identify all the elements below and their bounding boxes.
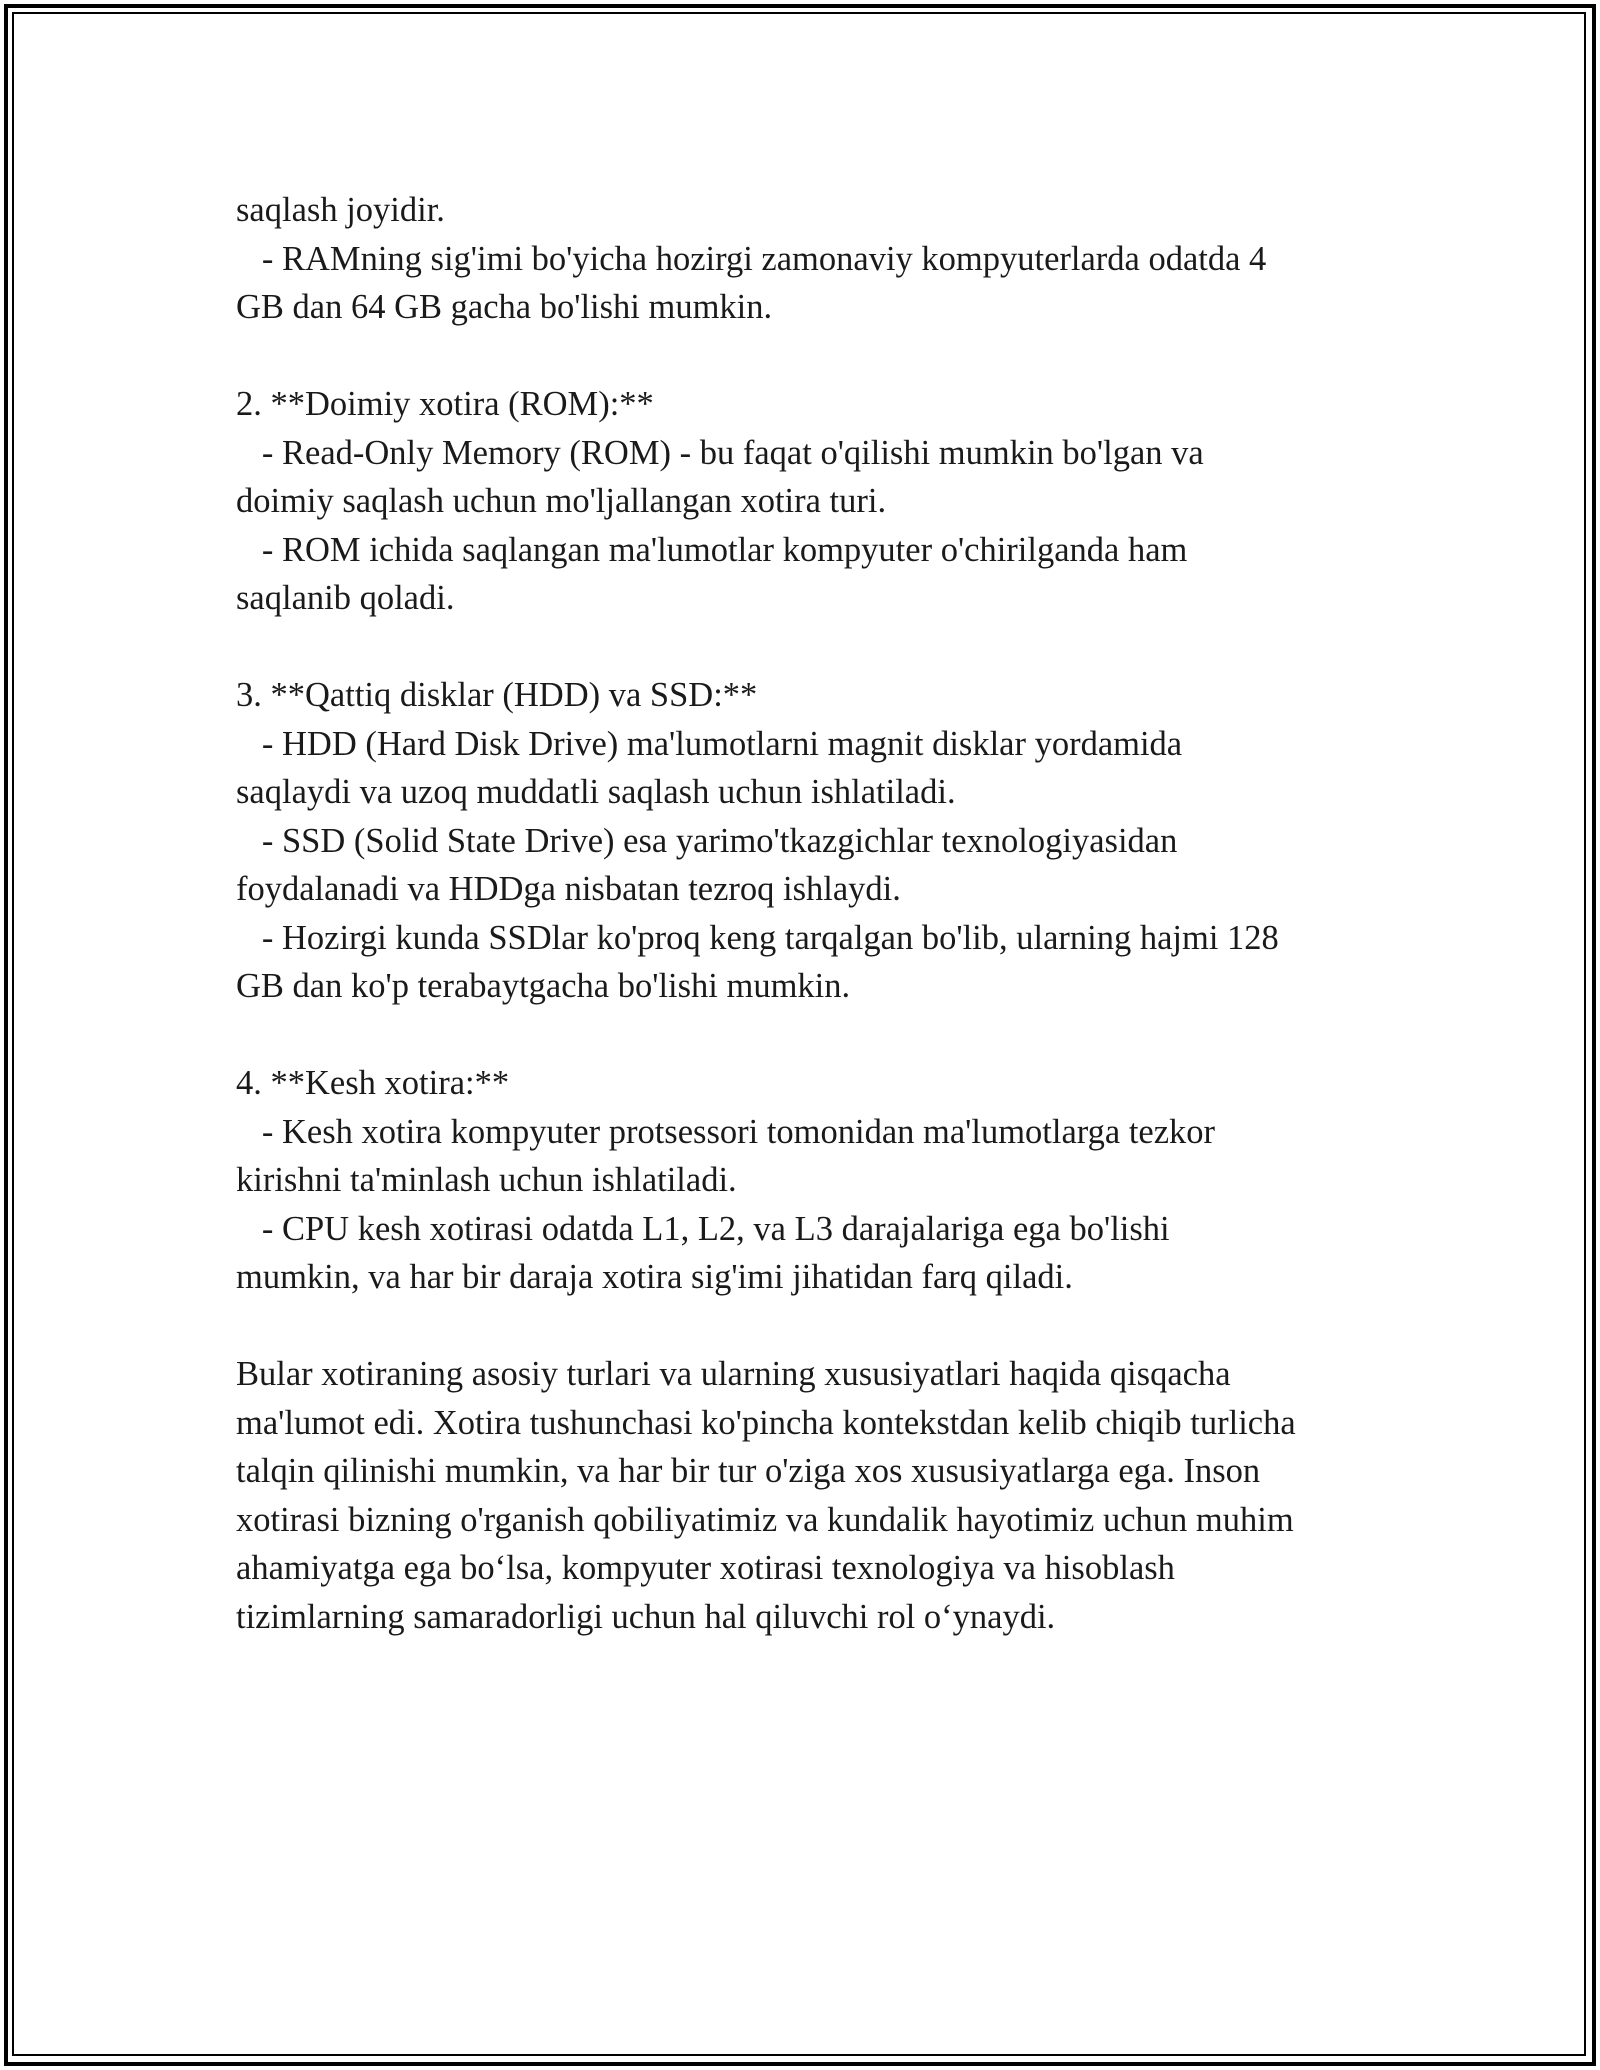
text-line: - SSD (Solid State Drive) esa yarimo'tkazgichlar texnologiyasidan bbox=[236, 821, 1178, 860]
section-heading: 4. **Kesh xotira:** bbox=[236, 1064, 510, 1102]
blank-line bbox=[236, 332, 1386, 381]
summary-line: Bular xotiraning asosiy turlari va ularning xususiyatlari haqida qisqacha bbox=[236, 1355, 1231, 1393]
section-heading: 2. **Doimiy xotira (ROM):** bbox=[236, 385, 654, 423]
summary-line: talqin qilinishi mumkin, va har bir tur o'ziga xos xususiyatlarga ega. Inson bbox=[236, 1452, 1261, 1490]
blank-line bbox=[236, 1302, 1386, 1351]
text-line: kirishni ta'minlash uchun ishlatiladi. bbox=[236, 1161, 737, 1199]
text-line: foydalanadi va HDDga nisbatan tezroq ishlaydi. bbox=[236, 870, 901, 908]
text-line: doimiy saqlash uchun mo'ljallangan xotira turi. bbox=[236, 482, 887, 520]
text-line: - ROM ichida saqlangan ma'lumotlar kompyuter o'chirilganda ham bbox=[236, 530, 1188, 569]
text-line: GB dan 64 GB gacha bo'lishi mumkin. bbox=[236, 288, 773, 326]
text-line: saqlaydi va uzoq muddatli saqlash uchun ishlatiladi. bbox=[236, 773, 956, 811]
text-line: mumkin, va har bir daraja xotira sig'imi jihatidan farq qiladi. bbox=[236, 1258, 1073, 1296]
text-line: - Hozirgi kunda SSDlar ko'proq keng tarqalgan bo'lib, ularning hajmi 128 bbox=[236, 918, 1279, 957]
text-line: saqlash joyidir. bbox=[236, 191, 445, 229]
section-heading: 3. **Qattiq disklar (HDD) va SSD:** bbox=[236, 676, 758, 714]
blank-line bbox=[236, 1011, 1386, 1060]
document-body bbox=[236, 186, 1386, 1641]
text-line: GB dan ko'p terabaytgacha bo'lishi mumkin. bbox=[236, 967, 851, 1005]
text-line: - HDD (Hard Disk Drive) ma'lumotlarni magnit disklar yordamida bbox=[236, 724, 1183, 763]
text-line: saqlanib qoladi. bbox=[236, 579, 455, 617]
summary-line: tizimlarning samaradorligi uchun hal qiluvchi rol o‘ynaydi. bbox=[236, 1597, 1056, 1636]
text-line: - RAMning sig'imi bo'yicha hozirgi zamonaviy kompyuterlarda odatda 4 bbox=[236, 239, 1267, 278]
text-line: - Kesh xotira kompyuter protsessori tomonidan ma'lumotlarga tezkor bbox=[236, 1112, 1216, 1151]
text-line: - Read-Only Memory (ROM) - bu faqat o'qilishi mumkin bo'lgan va bbox=[236, 433, 1204, 472]
summary-line: xotirasi bizning o'rganish qobiliyatimiz va kundalik hayotimiz uchun muhim bbox=[236, 1500, 1294, 1539]
summary-line: ahamiyatga ega bo‘lsa, kompyuter xotirasi texnologiya va hisoblash bbox=[236, 1549, 1175, 1587]
text-line: - CPU kesh xotirasi odatda L1, L2, va L3 darajalariga ega bo'lishi bbox=[236, 1209, 1170, 1248]
summary-line: ma'lumot edi. Xotira tushunchasi ko'pincha kontekstdan kelib chiqib turlicha bbox=[236, 1403, 1296, 1442]
blank-line bbox=[236, 623, 1386, 672]
